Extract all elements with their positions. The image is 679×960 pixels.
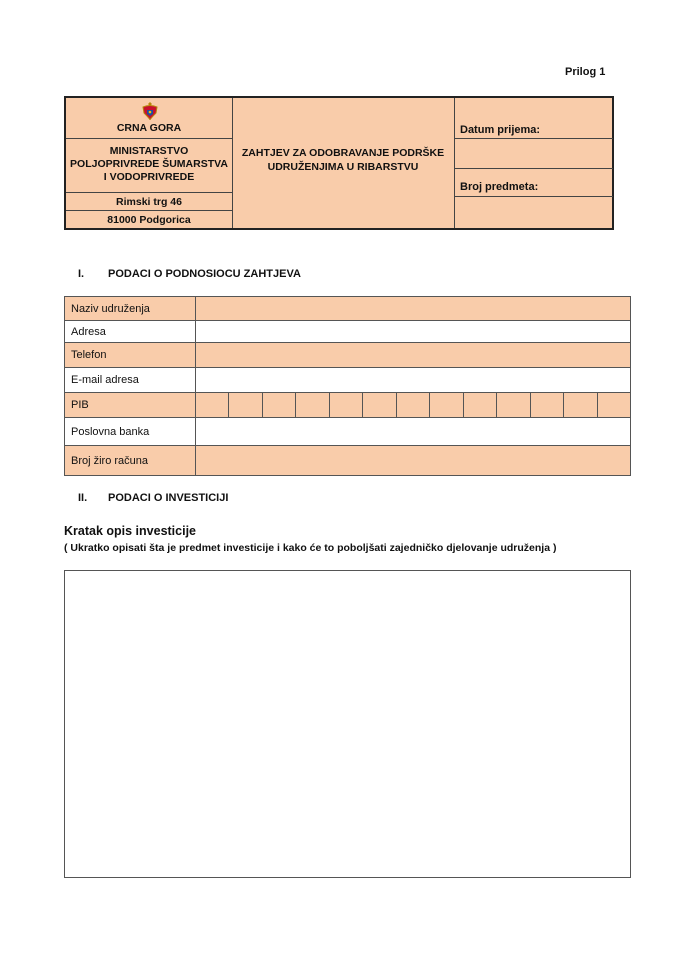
pib-digit-cell[interactable] xyxy=(598,393,630,417)
street-address: Rimski trg 46 xyxy=(66,194,232,211)
table-row xyxy=(65,368,630,393)
section-number: I. xyxy=(78,268,85,280)
annex-label: Prilog 1 xyxy=(565,66,606,78)
pib-digit-cell[interactable] xyxy=(330,393,363,417)
form-title-line: ZAHTJEV ZA ODOBRAVANJE PODRŠKE xyxy=(241,147,445,159)
table-row xyxy=(65,343,630,368)
pib-digit-cell[interactable] xyxy=(430,393,463,417)
city-address: 81000 Podgorica xyxy=(107,214,191,226)
applicant-table xyxy=(64,296,631,476)
ministry-name xyxy=(66,139,232,193)
form-title-line: UDRUŽENJIMA U RIBARSTVU xyxy=(267,161,419,173)
row-label: Broj žiro računa xyxy=(65,446,196,475)
investment-instructions: ( Ukratko opisati šta je predmet investicije i kako će to poboljšati zajedničko djelovanje udruženja ) xyxy=(64,542,557,554)
table-row xyxy=(65,418,630,446)
account-number-field[interactable] xyxy=(196,446,630,475)
divider xyxy=(455,168,613,169)
row-label: Adresa xyxy=(65,321,196,342)
receipt-date-label: Datum prijema: xyxy=(460,124,541,136)
table-row xyxy=(65,321,630,343)
pib-digit-cell[interactable] xyxy=(263,393,296,417)
pib-digit-cell[interactable] xyxy=(229,393,262,417)
row-label: PIB xyxy=(65,393,196,417)
divider xyxy=(455,196,613,197)
pib-digit-cell[interactable] xyxy=(397,393,430,417)
row-label: Poslovna banka xyxy=(65,418,196,445)
investment-description-box[interactable] xyxy=(64,570,631,878)
coat-of-arms-icon xyxy=(141,101,159,121)
pib-field xyxy=(196,393,630,417)
table-row xyxy=(65,393,630,418)
section-number: II. xyxy=(78,492,88,504)
institution-column xyxy=(66,98,233,228)
section-title: PODACI O INVESTICIJI xyxy=(108,492,229,504)
ministry-line: I VODOPRIVREDE xyxy=(103,171,195,183)
bank-field[interactable] xyxy=(196,418,630,445)
address-field[interactable] xyxy=(196,321,630,342)
section-2-heading xyxy=(78,492,228,504)
pib-digit-cell[interactable] xyxy=(564,393,597,417)
section-title: PODACI O PODNOSIOCU ZAHTJEVA xyxy=(108,268,301,280)
divider xyxy=(455,138,613,139)
pib-digit-cell[interactable] xyxy=(464,393,497,417)
investment-heading: Kratak opis investicije xyxy=(64,524,197,538)
country-name: CRNA GORA xyxy=(66,122,232,139)
email-field[interactable] xyxy=(196,368,630,392)
pib-digit-cell[interactable] xyxy=(497,393,530,417)
table-row xyxy=(65,446,630,475)
form-title xyxy=(236,146,450,174)
pib-digit-cell[interactable] xyxy=(363,393,396,417)
row-label: Telefon xyxy=(65,343,196,367)
row-label: E-mail adresa xyxy=(65,368,196,392)
row-label: Naziv udruženja xyxy=(65,297,196,320)
table-row xyxy=(65,297,630,321)
section-1-heading xyxy=(78,268,301,280)
pib-digit-cell[interactable] xyxy=(531,393,564,417)
ministry-line: POLJOPRIVREDE ŠUMARSTVA xyxy=(70,158,228,170)
pib-digit-cell[interactable] xyxy=(196,393,229,417)
header-box xyxy=(64,96,614,230)
case-number-label: Broj predmeta: xyxy=(460,181,539,193)
ministry-line: MINISTARSTVO xyxy=(109,145,189,157)
association-name-field[interactable] xyxy=(196,297,630,320)
registry-column xyxy=(454,98,613,228)
pib-digit-cell[interactable] xyxy=(296,393,329,417)
phone-field[interactable] xyxy=(196,343,630,367)
